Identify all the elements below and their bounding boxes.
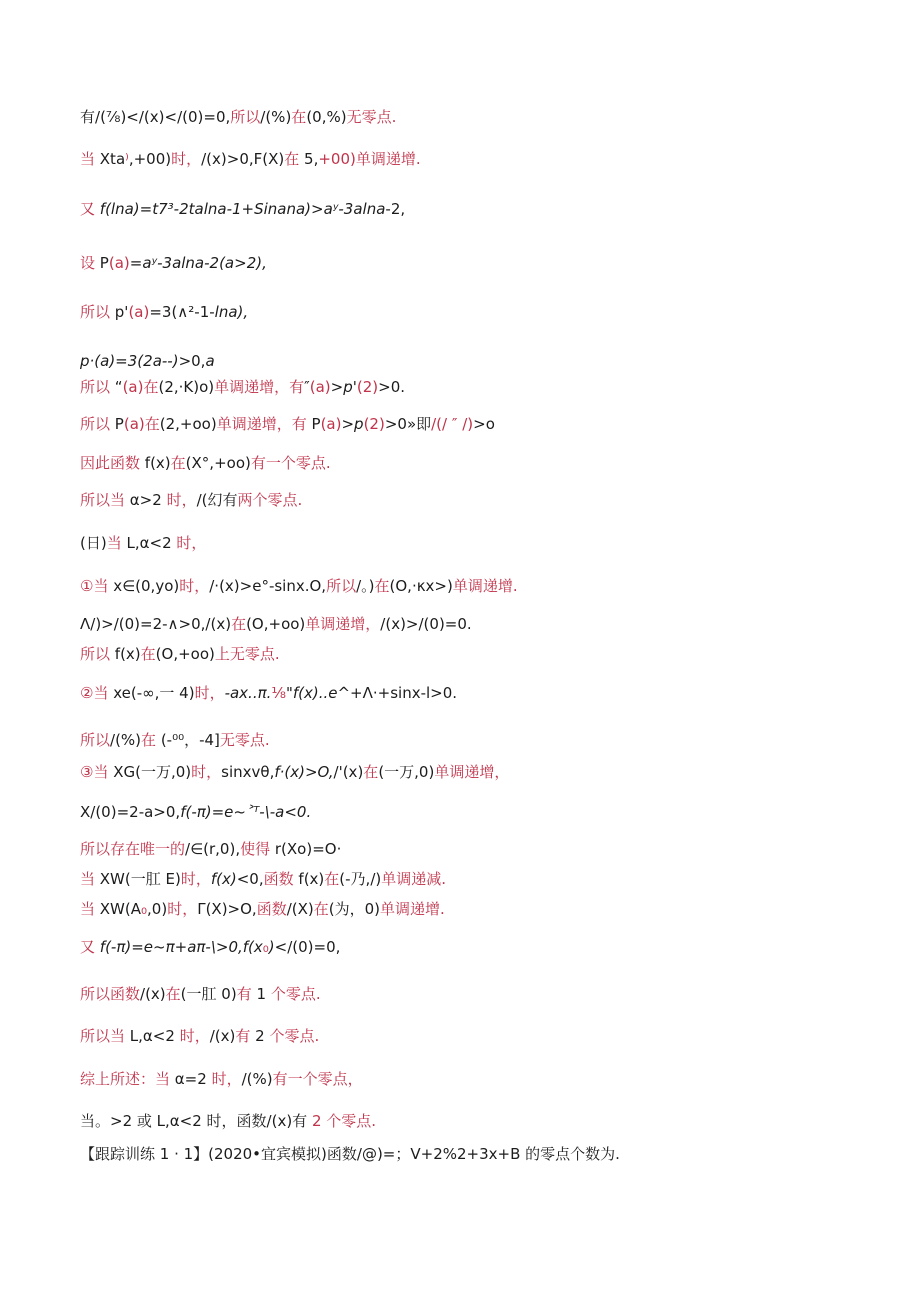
text-line [80,1069,363,1089]
text-segment: 所以存在唯一的 [80,840,186,858]
text-segment: -2, [385,200,406,218]
text-segment: ₀ [141,900,148,918]
text-segment: 时， [179,577,210,595]
text-segment: 1 [251,985,271,1003]
text-segment: =a [129,254,152,272]
text-segment: 在 [143,378,159,396]
text-segment: (2,+oo) [159,415,217,433]
text-segment: /'(x) [333,763,364,781]
text-line [80,533,206,553]
text-line [80,351,215,371]
text-segment: (a) [122,378,144,396]
text-segment: xe(-∞,一 4) [108,684,195,702]
text-segment: ,+00) [128,150,172,168]
text-segment: f(lna) [99,200,140,218]
text-segment: 所以 [80,645,111,663]
text-segment: 个零点. [270,985,321,1003]
text-segment: ″ [304,378,310,396]
text-line [80,414,495,434]
text-segment: 单调递减. [381,870,447,888]
text-segment: 所以 [80,303,111,321]
text-segment: 当 [80,900,96,918]
text-segment: =3(∧²-1- [149,303,215,321]
text-segment: ①当 [80,577,109,595]
text-segment: 时， [167,900,198,918]
text-segment: /(X) [286,900,314,918]
text-line [80,869,446,889]
text-segment: 有 [235,1027,251,1045]
text-segment: (a) [320,415,342,433]
text-segment: 时， [179,1027,210,1045]
text-segment: 所以当 [80,491,126,509]
text-segment: </(0)=0, [274,938,341,956]
text-segment: /(幻有 [196,491,238,509]
text-segment: 又 [80,938,96,956]
text-line [80,644,280,664]
text-segment: /·(x)>e°-sinx.O, [209,577,327,595]
text-segment: > [330,378,344,396]
text-segment: 有一个零点. [250,454,331,472]
text-segment: 2 [250,1027,270,1045]
text-segment: 单调递增，有 [216,415,307,433]
text-segment: ,0) [147,900,168,918]
text-segment: 单调递增. [355,150,421,168]
text-segment: <0, [236,870,264,888]
text-segment: 在 [165,985,181,1003]
text-segment: /(⅞)</(x)</(0)=0, [95,108,231,126]
text-segment: 无零点. [219,731,270,749]
text-segment: 在 [231,615,247,633]
text-segment: (-⁰⁰，-4] [156,731,220,749]
text-segment: =t7³ [139,200,174,218]
text-segment: 时， [180,870,211,888]
text-segment: α>2 [125,491,167,509]
text-segment: 在 [141,731,157,749]
text-segment: 在 [170,454,186,472]
text-segment: -ax..π. [224,684,272,702]
text-segment: (a) [128,303,150,321]
text-segment: p' [343,378,357,396]
text-segment: 时， [176,534,207,552]
text-segment: +00) [318,150,356,168]
text-segment: 在 [363,763,379,781]
text-segment: p·(a)=3(2a--) [80,352,179,370]
text-segment: f(x [242,938,263,956]
text-segment: 当。>2 或 L,α<2 时，函数/(x)有 [80,1112,308,1130]
text-segment: r(Xo)=O· [270,840,342,858]
text-segment: -3alna [338,200,386,218]
text-segment: L,α<2 [125,1027,180,1045]
text-segment: 在 [284,150,300,168]
text-segment: x∈(0,yo) [108,577,180,595]
text-segment: ʸ [151,254,158,272]
text-line [80,377,405,397]
text-segment: f(x) [140,454,171,472]
text-segment: 单调递增， [434,763,510,781]
text-segment: (X°,+oo) [185,454,251,472]
text-segment: P [110,415,124,433]
text-segment: f(-π)=e~ [99,938,166,956]
text-segment: p [354,415,364,433]
text-segment: XW(A [95,900,142,918]
text-segment: 单调递增. [380,900,445,918]
text-segment: > [341,415,355,433]
text-segment: 综上所述：当 [80,1070,171,1088]
text-line [80,199,405,219]
text-line [80,453,331,473]
text-segment: XG(一万,0) [108,763,192,781]
text-segment: 时， [171,150,202,168]
text-segment: ⅛ [271,684,286,702]
text-segment: Γ(X)>O, [197,900,257,918]
text-segment: 在 [140,645,156,663]
text-line [80,984,321,1004]
text-line [80,802,311,822]
text-segment: -\-a<0. [259,803,312,821]
text-segment: 函数 [263,870,294,888]
text-line [80,683,457,703]
text-line [80,1144,620,1164]
text-segment: sinxvθ, [221,763,275,781]
text-line [80,1026,319,1046]
text-segment: 个零点. [326,1112,377,1130]
text-segment: (2) [356,378,379,396]
text-segment: f(-π)=e~ [180,803,246,821]
text-segment: f·(x)>O, [274,763,334,781]
text-segment: ③当 [80,763,109,781]
text-segment: 【跟踪训练 1 · 1】(2020•宜宾模拟)函数/@)=；V+2%2+3x+B 的零点个数为. [80,1145,620,1163]
text-segment: 在 [324,870,340,888]
text-line [80,614,472,634]
text-segment: +aπ-\>0, [174,938,243,956]
text-segment: /(x)>0,F(X) [201,150,285,168]
text-segment: 在 [144,415,160,433]
text-segment: 无零点. [346,108,397,126]
text-segment: -3alna-2(a>2), [157,254,267,272]
text-segment: -2talna-1+Sinana)>a [173,200,333,218]
text-line [80,839,341,859]
text-segment: 时， [191,763,222,781]
text-segment: /(%) [110,731,142,749]
text-segment: (一肛 0) [180,985,237,1003]
text-segment: a [205,352,215,370]
text-segment: (a) [309,378,331,396]
text-segment: 当 [80,870,96,888]
text-line [80,253,267,273]
text-segment: 时， [194,684,225,702]
text-segment: Λ/)>/(0)=2-∧>0,/(x) [80,615,232,633]
text-segment: 两个零点. [237,491,303,509]
text-segment: 使得 [240,840,271,858]
text-segment: ⁾ [125,150,129,168]
text-segment: ˃ᵀ [245,803,260,821]
text-segment: 设 [80,254,96,272]
text-segment: f(x) [293,870,325,888]
text-line [80,107,396,127]
text-segment: /。) [356,577,375,595]
text-segment: 所以函数 [80,985,141,1003]
text-segment: "f(x)..e [285,684,338,702]
text-line [80,302,248,322]
text-segment: 所以 [326,577,357,595]
text-segment: 时， [211,1070,242,1088]
text-segment: π [165,938,175,956]
text-segment: α=2 [170,1070,212,1088]
text-segment: 所以 [80,415,111,433]
text-segment: /∈(r,0), [185,840,241,858]
text-segment: (O,+oo) [155,645,215,663]
text-segment: 单调递增. [452,577,518,595]
text-segment: (0,%) [306,108,347,126]
text-segment: /(x) [140,985,166,1003]
text-segment: 有一个零点， [272,1070,363,1088]
text-segment: 5, [299,150,319,168]
text-segment: 在 [313,900,329,918]
text-segment: (-乃,/) [339,870,382,888]
text-segment: >0»即 [384,415,432,433]
text-segment: (一万,0) [378,763,435,781]
text-segment: 所以 [230,108,261,126]
text-segment: XW(一肛 E) [95,870,181,888]
text-segment: (2) [363,415,385,433]
text-segment: 有 [80,108,96,126]
text-segment: f(x) [210,870,237,888]
text-line [80,730,270,750]
text-segment: f(x) [110,645,141,663]
text-segment: ^+Λ·+sinx-l>0. [337,684,458,702]
text-segment: ₀ [262,938,269,956]
text-segment: 所以当 [80,1027,126,1045]
text-line [80,899,445,919]
text-segment: (a) [123,415,145,433]
text-segment: 上无零点. [214,645,280,663]
text-line [80,490,302,510]
text-line [80,576,518,596]
text-segment: ②当 [80,684,109,702]
text-segment: / ″ /) [442,415,474,433]
text-segment: P [95,254,109,272]
text-segment: 当 [80,150,96,168]
text-segment: /(x)>/(0)=0. [380,615,472,633]
text-segment: 函数 [256,900,287,918]
text-segment: /(x) [209,1027,236,1045]
text-segment: 单调递增，有 [214,378,305,396]
text-segment: 个零点. [269,1027,320,1045]
text-segment: p' [110,303,129,321]
text-segment: 所以 [80,378,111,396]
text-segment: Xta [95,150,126,168]
text-segment: (a) [108,254,130,272]
text-segment: 在 [374,577,390,595]
text-segment: P [306,415,321,433]
text-segment: 有 [236,985,252,1003]
text-segment: “ [110,378,123,396]
text-segment: (日) [80,534,107,552]
text-segment: (为，0) [328,900,381,918]
text-line [80,937,340,957]
text-line [80,149,421,169]
text-segment: (2,·K)o) [158,378,215,396]
text-line [80,762,509,782]
text-segment: >0. [378,378,406,396]
text-segment: ʸ [332,200,339,218]
text-segment: 单调递增， [305,615,381,633]
text-segment: 时， [166,491,197,509]
text-segment: 因此函数 [80,454,141,472]
text-segment: (O,·κx>) [389,577,453,595]
text-segment: 2 [307,1112,327,1130]
text-segment: ) [268,938,275,956]
text-segment: 当 [106,534,122,552]
text-segment: 又 [80,200,96,218]
text-segment: >0, [178,352,206,370]
text-segment: >o [473,415,495,433]
text-segment: X/(0)=2-a>0, [80,803,181,821]
text-segment: /( [431,415,443,433]
text-segment: (O,+oo) [246,615,306,633]
text-segment: 在 [291,108,307,126]
text-segment: L,α<2 [121,534,177,552]
text-line [80,1111,376,1131]
text-segment: /(%) [241,1070,273,1088]
text-segment: 所以 [80,731,111,749]
text-segment: /(%) [260,108,292,126]
text-segment: lna), [214,303,249,321]
